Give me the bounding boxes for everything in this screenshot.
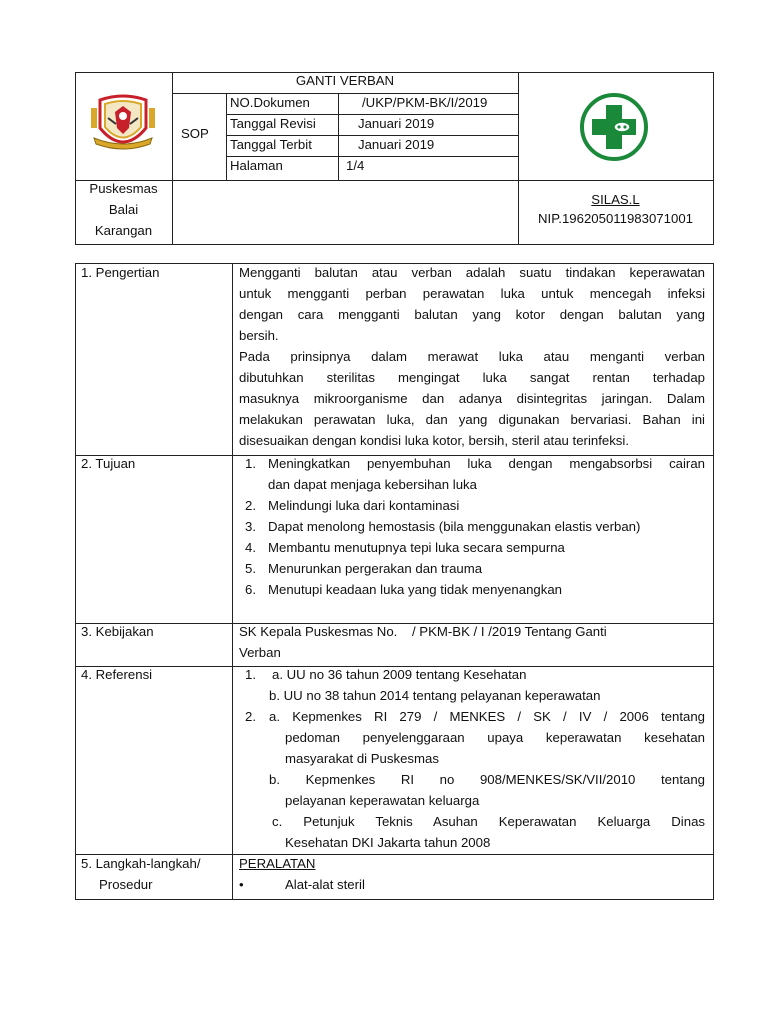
referensi-line: b. UU no 38 tahun 2014 tentang pelayanan keperawatan (269, 688, 601, 703)
org-line-2: Balai (108, 202, 139, 217)
section-label-prosedur: Prosedur (99, 877, 153, 892)
section-label-kebijakan: 3. Kebijakan (81, 624, 154, 639)
tujuan-number: 6. (245, 582, 256, 597)
section-label-langkah: 5. Langkah-langkah/ (81, 856, 201, 871)
row-label-no-dokumen: NO.Dokumen (230, 95, 310, 110)
org-line-1: Puskesmas (89, 181, 158, 196)
bullet-icon: • (239, 877, 244, 892)
tujuan-line: Meningkatkan penyembuhan luka dengan mengabsorbsi cairan (268, 456, 705, 471)
section-label-pengertian: 1. Pengertian (81, 265, 160, 280)
pengertian-line: dibutuhkan sterilitas mengingat luka sangat rentan terhadap (239, 370, 705, 385)
row-value-halaman: 1/4 (346, 158, 365, 173)
peralatan-heading: PERALATAN (239, 856, 316, 871)
org-line-3: Karangan (94, 223, 153, 238)
pengertian-line: disesuaikan dengan kondisi luka kotor, bersih, steril atau terinfeksi. (239, 433, 629, 448)
pengertian-line: masuknya mikroorganisme dan adanya disintegritas jaringan. Dalam (239, 391, 705, 406)
pengertian-line: untuk mengganti perban perawatan luka untuk mencegah infeksi (239, 286, 705, 301)
row-label-tanggal-terbit: Tanggal Terbit (230, 137, 312, 152)
referensi-line: masyarakat di Puskesmas (285, 751, 439, 766)
puskesmas-logo (578, 91, 650, 163)
referensi-line: c. Petunjuk Teknis Asuhan Keperawatan Keluarga Dinas (272, 814, 705, 829)
referensi-number: 1. (245, 667, 256, 682)
tujuan-number: 3. (245, 519, 256, 534)
referensi-line: a. UU no 36 tahun 2009 tentang Kesehatan (272, 667, 527, 682)
kebijakan-line: Verban (239, 645, 281, 660)
peralatan-item: Alat-alat steril (285, 877, 365, 892)
pengertian-line: Pada prinsipnya dalam merawat luka atau menganti verban (239, 349, 705, 364)
referensi-line: Kesehatan DKI Jakarta tahun 2008 (285, 835, 491, 850)
sop-label: SOP (181, 126, 209, 141)
pengertian-line: bersih. (239, 328, 279, 343)
pengertian-line: Mengganti balutan atau verban adalah suatu tindakan keperawatan (239, 265, 705, 280)
tujuan-line: Menutupi keadaan luka yang tidak menyenangkan (268, 582, 562, 597)
tujuan-number: 5. (245, 561, 256, 576)
referensi-number: 2. (245, 709, 256, 724)
tujuan-line: Dapat menolong hemostasis (bila menggunakan elastis verban) (268, 519, 641, 534)
row-value-no-dokumen: /UKP/PKM-BK/I/2019 (362, 95, 488, 110)
section-label-referensi: 4. Referensi (81, 667, 153, 682)
referensi-line: pelayanan keperawatan keluarga (285, 793, 480, 808)
regional-logo (88, 94, 158, 158)
referensi-line: b. Kepmenkes RI no 908/MENKES/SK/VII/2010 tentang (269, 772, 705, 787)
pengertian-line: melakukan perawatan luka, dan yang digunakan bervariasi. Bahan ini (239, 412, 705, 427)
signer-name: SILAS.L (591, 192, 640, 207)
tujuan-line: Melindungi luka dari kontaminasi (268, 498, 460, 513)
kebijakan-line: SK Kepala Puskesmas No. / PKM-BK / I /2019 Tentang Ganti (239, 624, 607, 639)
tujuan-line: Membantu menutupnya tepi luka secara sempurna (268, 540, 565, 555)
referensi-line: pedoman penyelenggaraan upaya keperawatan kesehatan (285, 730, 705, 745)
row-value-tanggal-revisi: Januari 2019 (358, 116, 435, 131)
tujuan-line: dan dapat menjaga kebersihan luka (268, 477, 477, 492)
tujuan-number: 4. (245, 540, 256, 555)
row-label-tanggal-revisi: Tanggal Revisi (230, 116, 316, 131)
pengertian-line: dengan cara mengganti balutan yang kotor dengan balutan yang (239, 307, 705, 322)
tujuan-number: 1. (245, 456, 256, 471)
row-label-halaman: Halaman (230, 158, 283, 173)
tujuan-number: 2. (245, 498, 256, 513)
signer-nip: NIP.196205011983071001 (538, 211, 693, 226)
tujuan-line: Menurunkan pergerakan dan trauma (268, 561, 483, 576)
section-label-tujuan: 2. Tujuan (81, 456, 136, 471)
document-title: GANTI VERBAN (295, 73, 395, 88)
referensi-line: a. Kepmenkes RI 279 / MENKES / SK / IV / 2006 tentang (269, 709, 705, 724)
row-value-tanggal-terbit: Januari 2019 (358, 137, 435, 152)
